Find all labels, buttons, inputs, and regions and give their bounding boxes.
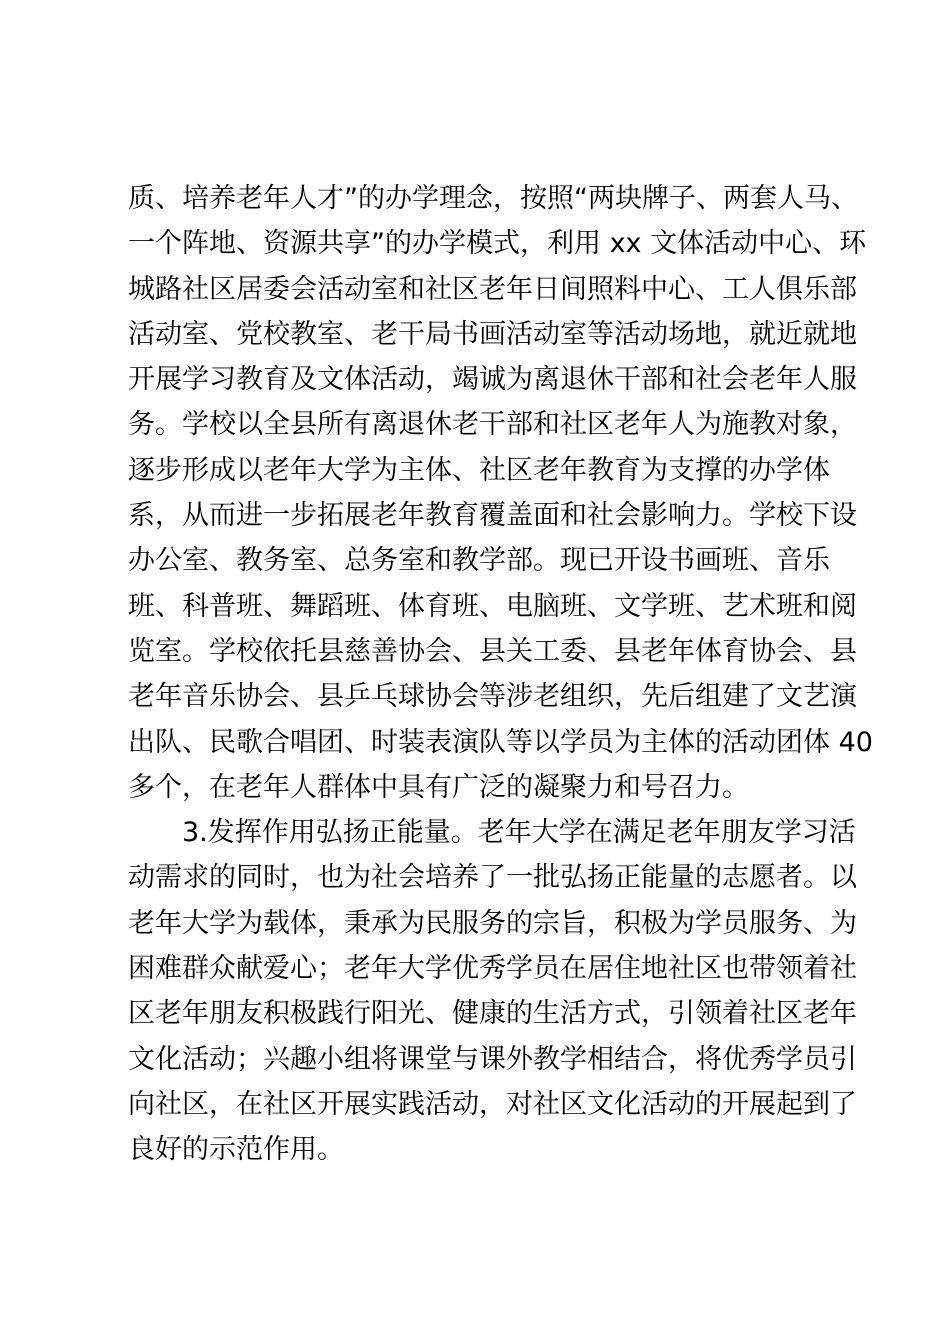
text-line: 困难群众献爱心；老年大学优秀学员在居住地社区也带领着社 [128, 953, 857, 985]
text-line: 良好的示范作用。 [128, 1134, 344, 1166]
text-line: 文化活动；兴趣小组将课堂与课外教学相结合，将优秀学员引 [128, 1043, 857, 1075]
text-line: 活动室、党校教室、老干局书画活动室等活动场地，就近就地 [128, 318, 857, 350]
text-line: 动需求的同时，也为社会培养了一批弘扬正能量的志愿者。以 [128, 862, 857, 894]
text-line: 办公室、教务室、总务室和教学部。现已开设书画班、音乐 [128, 545, 830, 577]
text-line: 区老年朋友积极践行阳光、健康的生活方式，引领着社区老年 [128, 998, 857, 1030]
text-line: 质、培养老年人才”的办学理念，按照“两块牌子、两套人马、 [128, 183, 858, 214]
text-line: 向社区，在社区开展实践活动，对社区文化活动的开展起到了 [128, 1088, 857, 1120]
text-line: 老年大学为载体，秉承为民服务的宗旨，积极为学员服务、为 [128, 907, 857, 939]
body-text [128, 176, 873, 1173]
text-line: 老年音乐协会、县乒乓球协会等涉老组织，先后组建了文艺演 [128, 681, 857, 713]
text-line: 系，从而进一步拓展老年教育覆盖面和社会影响力。学校下设 [128, 500, 857, 532]
text-line: 城路社区居委会活动室和社区老年日间照料中心、工人俱乐部 [128, 273, 857, 305]
text-line: 逐步形成以老年大学为主体、社区老年教育为支撑的办学体 [128, 454, 830, 486]
text-line: 务。学校以全县所有离退休老干部和社区老年人为施教对象， [128, 409, 857, 441]
text-line: 一个阵地、资源共享”的办学模式，利用 xx 文体活动中心、环 [128, 228, 867, 260]
section-heading-line: 3.发挥作用弘扬正能量。老年大学在满足老年朋友学习活 [182, 817, 856, 849]
text-line: 班、科普班、舞蹈班、体育班、电脑班、文学班、艺术班和阅 [128, 590, 857, 622]
text-line: 览室。学校依托县慈善协会、县关工委、县老年体育协会、县 [128, 635, 857, 667]
text-line: 开展学习教育及文体活动，竭诚为离退休干部和社会老年人服 [128, 364, 857, 396]
text-line: 多个，在老年人群体中具有广泛的凝聚力和号召力。 [128, 771, 749, 803]
text-line: 出队、民歌合唱团、时装表演队等以学员为主体的活动团体 40 [128, 726, 873, 758]
